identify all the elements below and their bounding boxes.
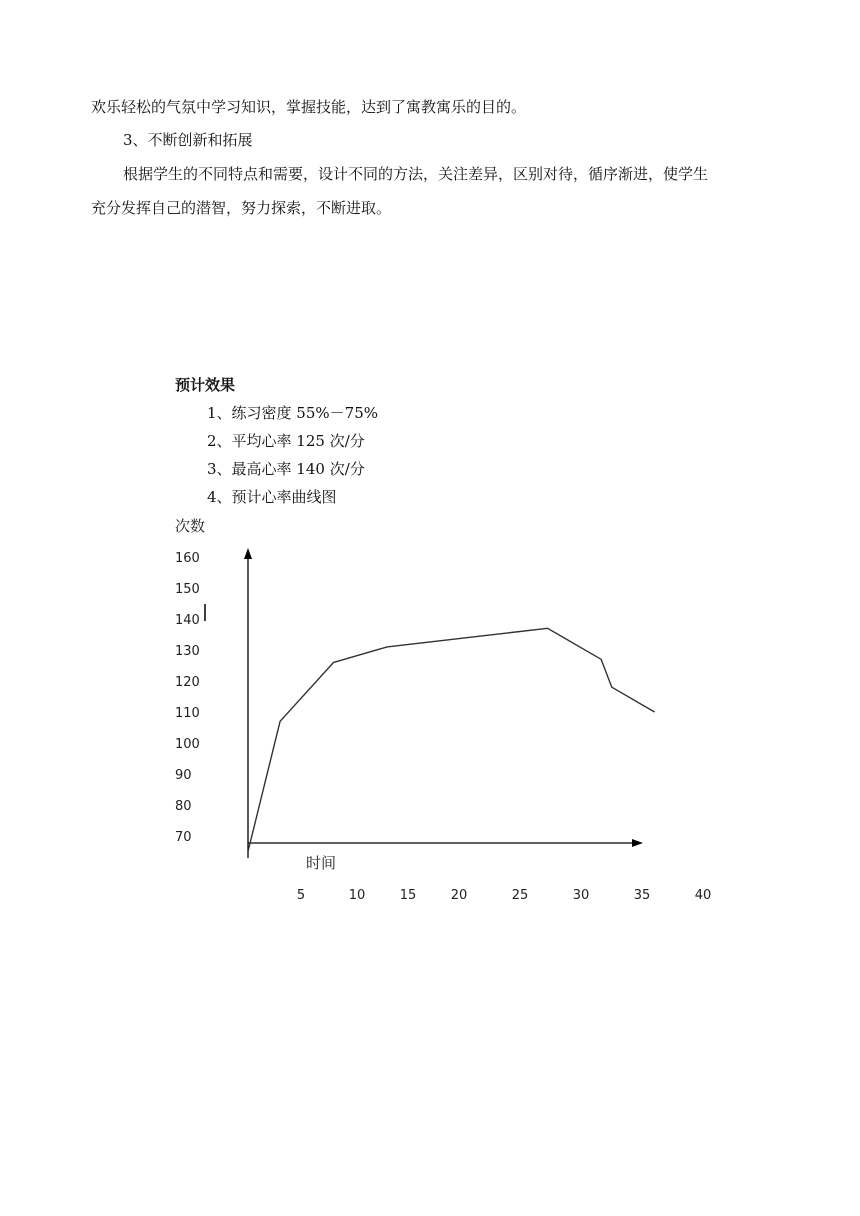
x-tick-label: 30 [572, 888, 590, 903]
chart-axes [244, 548, 643, 858]
item-heart-rate-curve: 4、预计心率曲线图 [207, 488, 337, 506]
y-tick-label: 70 [175, 830, 192, 845]
x-axis-arrow [632, 839, 643, 847]
item-average-heart-rate: 2、平均心率 125 次/分 [207, 432, 365, 450]
y-tick-label: 130 [175, 644, 200, 659]
heading-3: 3、不断创新和拓展 [123, 131, 253, 149]
y-tick-label: 110 [175, 706, 200, 721]
y-axis-label: 次数 [175, 517, 206, 535]
paragraph-tail: 欢乐轻松的气氛中学习知识，掌握技能，达到了寓教寓乐的目的。 [91, 98, 527, 116]
x-tick-label: 25 [511, 888, 529, 903]
y-tick-label: 160 [175, 551, 200, 566]
x-tick-label: 35 [633, 888, 651, 903]
item-density: 1、练习密度 55%－75% [207, 404, 378, 422]
x-tick-label: 40 [694, 888, 712, 903]
heart-rate-line [248, 628, 655, 851]
section-title: 预计效果 [175, 376, 236, 394]
x-axis-label: 时间 [306, 854, 337, 872]
x-tick-label: 10 [348, 888, 366, 903]
y-tick-label: 150 [175, 582, 200, 597]
paragraph-3-line-2: 充分发挥自己的潜智，努力探索，不断进取。 [91, 199, 392, 217]
x-tick-labels [297, 888, 711, 903]
y-tick-label: 140 [175, 613, 200, 628]
x-tick-label: 20 [450, 888, 468, 903]
y-tick-label: 120 [175, 675, 200, 690]
y-axis-arrow [244, 548, 252, 559]
x-tick-label: 5 [296, 888, 306, 903]
chart-series [248, 628, 655, 851]
y-tick-label: 90 [175, 768, 192, 783]
y-tick-labels [175, 551, 205, 845]
y-tick-label: 80 [175, 799, 192, 814]
x-tick-label: 15 [399, 888, 417, 903]
y-tick-label: 100 [175, 737, 200, 752]
paragraph-3-line-1: 根据学生的不同特点和需要，设计不同的方法，关注差异，区别对待，循序渐进，使学生 [123, 165, 709, 183]
item-max-heart-rate: 3、最高心率 140 次/分 [207, 460, 365, 478]
